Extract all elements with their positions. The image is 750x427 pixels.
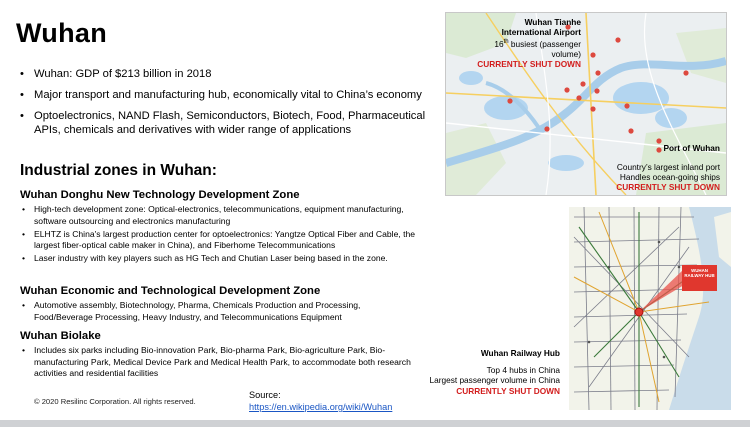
zone-biolake (20, 330, 420, 381)
port-status: CURRENTLY SHUT DOWN (616, 182, 720, 192)
zone-donghu (20, 189, 420, 266)
key-fact-item: • Optoelectronics, NAND Flash, Semiconductors, Biotech, Food, Pharmaceutical APIs, chemicals and derivatives with wider range of applications (20, 109, 430, 137)
port-caption (616, 143, 720, 192)
zone-title: Wuhan Economic and Technological Development Zone (20, 285, 321, 297)
zone-bullets (20, 204, 420, 265)
zone-bullet: • Automotive assembly, Biotechnology, Pharma, Chemicals Production and Processing, Food/Beverage Processing, Heavy Industry, and Telecommunications Equipment (20, 300, 420, 323)
section-heading: Industrial zones in Wuhan: (20, 162, 217, 179)
copyright-text: © 2020 Resilinc Corporation. All rights reserved. (34, 397, 196, 406)
zone-bullet: • ELHTZ is China's largest production center for optoelectronics: Yangtze Optical Fiber and Cable, the largest fiber-optical cable maker in China), and Fiberhome Telecommunications (20, 229, 420, 252)
zone-title: Wuhan Biolake (20, 330, 101, 342)
zone-bullets (20, 300, 420, 323)
airport-rank-line2: volume) (551, 48, 581, 59)
railway-hub-map-label: WUHAN RAILWAY HUB (684, 268, 715, 279)
page-title: Wuhan (16, 18, 107, 48)
zone-bullets (20, 345, 420, 380)
wuhan-city-map (445, 12, 727, 196)
airport-rank-number: 16 (494, 38, 504, 49)
footer-band (0, 420, 750, 427)
key-fact-item: • Major transport and manufacturing hub, economically vital to China’s economy (20, 88, 430, 102)
railway-line: Largest passenger volume in China (429, 375, 560, 385)
source-block (249, 389, 392, 413)
airport-rank-suffix: th (503, 39, 509, 45)
railway-map (569, 207, 731, 410)
airport-caption (477, 17, 581, 69)
source-link[interactable]: https://en.wikipedia.org/wiki/Wuhan (249, 402, 393, 412)
port-line: Country’s largest inland port (616, 162, 720, 172)
railway-status: CURRENTLY SHUT DOWN (456, 385, 560, 396)
airport-rank-text: busiest (passenger (508, 38, 581, 49)
railway-map-graphic (569, 207, 731, 410)
key-facts-list (20, 67, 430, 144)
airport-name: International Airport (501, 27, 581, 37)
zone-bullet: • Includes six parks including Bio-innovation Park, Bio-pharma Park, Bio-agriculture Park, Bio-manufacturing Park, Medical Device Park and Medical Health Park, to accommodate both research activities and residential facilities (20, 345, 420, 380)
airport-status: CURRENTLY SHUT DOWN (477, 58, 581, 69)
key-fact-item: • Wuhan: GDP of $213 billion in 2018 (20, 67, 430, 81)
port-name: Port of Wuhan (663, 143, 720, 153)
airport-rank (477, 37, 581, 49)
port-line: Handles ocean-going ships (619, 172, 720, 182)
railway-line: Top 4 hubs in China (486, 364, 560, 375)
zone-bullet: • Laser industry with key players such as HG Tech and Chutian Laser being based in the zone. (20, 253, 420, 265)
airport-name: Wuhan Tianhe (524, 17, 581, 27)
zone-bullet: • High-tech development zone: Optical-electronics, telecommunications, equipment manufacturing, software outsourcing and electronics manufacturing (20, 204, 420, 227)
source-label: Source: (249, 390, 281, 400)
railway-caption (420, 348, 560, 396)
zone-title: Wuhan Donghu New Technology Development Zone (20, 189, 300, 201)
zone-economic (20, 285, 420, 325)
railway-name: Wuhan Railway Hub (480, 348, 560, 358)
